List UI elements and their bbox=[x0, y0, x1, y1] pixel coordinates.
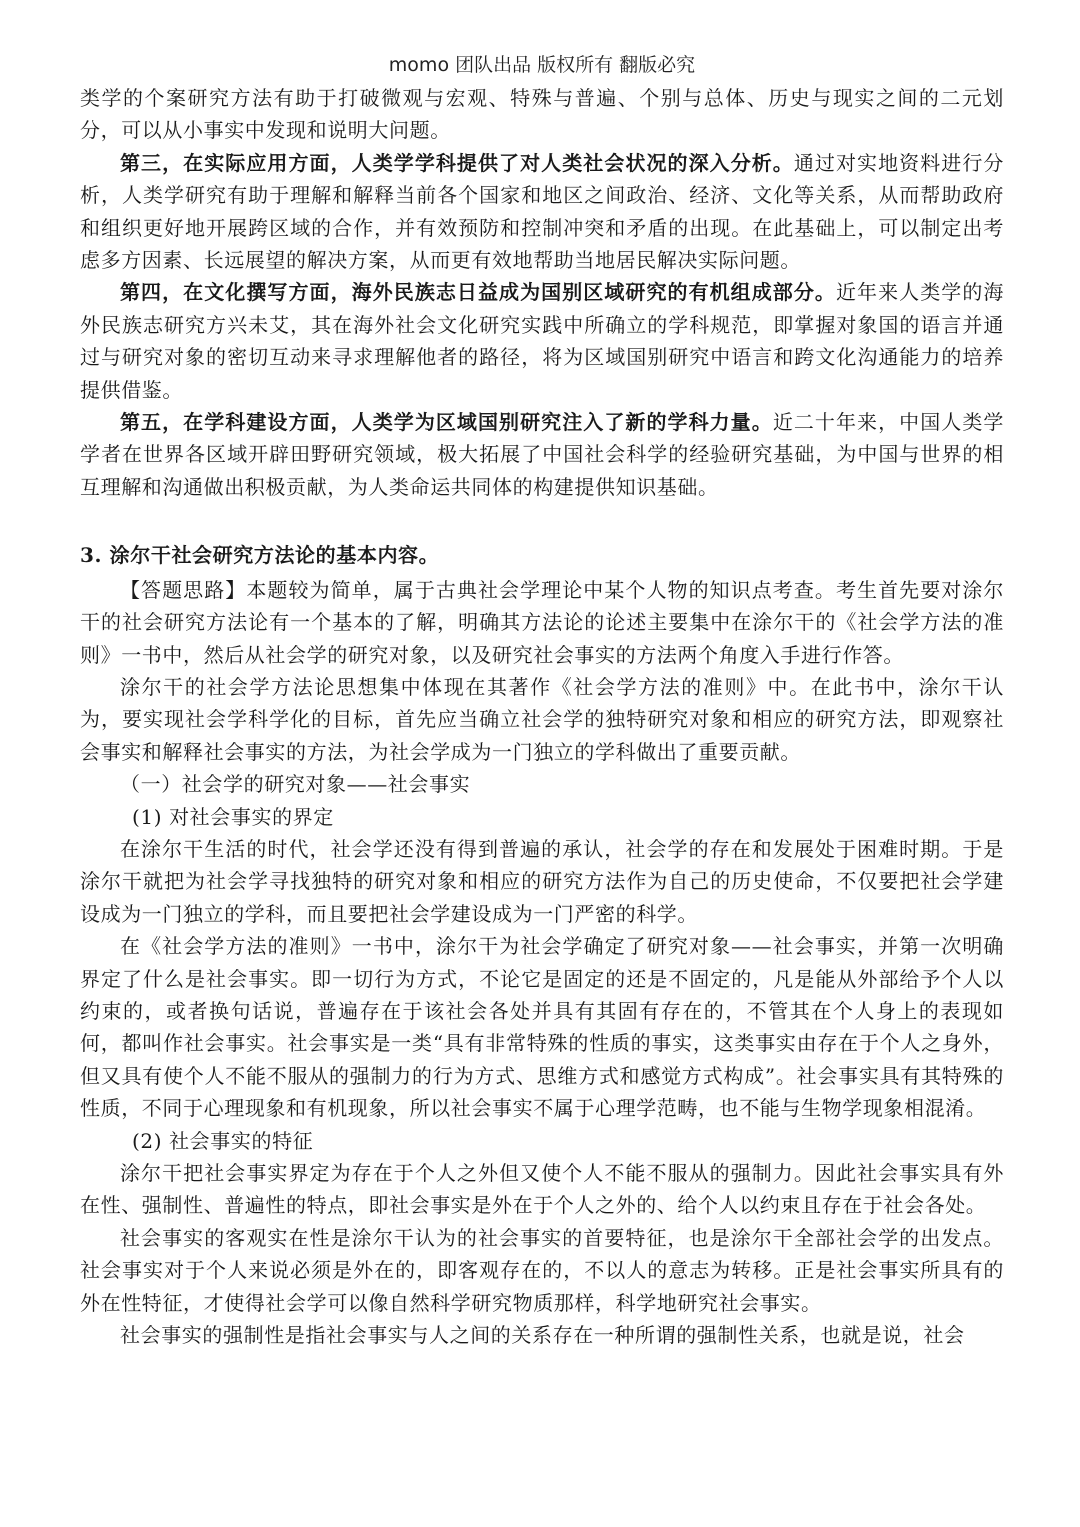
subsection-heading-definition: (1) 对社会事实的界定 bbox=[132, 804, 334, 829]
subsection-heading-features: (2) 社会事实的特征 bbox=[132, 1128, 314, 1153]
definition-paragraph-2: 在《社会学方法的准则》一书中，涂尔干为社会学确定了研究对象——社会事实，并第一次明确界定了什么是社会事实。即一切行为方式，不论它是固定的还是不固定的，凡是能从外部给予个人以约束的，或者换句话说，普遍存在于该社会各处并具有其固有存在的，不管其在个人身上的表现如何，都叫作社会事实。社会事实是一类“具有非常特殊的性质的事实，这类事实由存在于个人之身外，但又具有使个人不能不服从的强制力的行为方式、思维方式和感觉方式构成”。社会事实具有其特殊的性质，不同于心理现象和有机现象，所以社会事实不属于心理学范畴，也不能与生物学现象相混淆。 bbox=[80, 934, 1004, 1121]
paragraph-point-five bbox=[80, 406, 1004, 503]
section-heading-research-object: （一）社会学的研究对象——社会事实 bbox=[120, 772, 471, 797]
paragraph-continuation: 类学的个案研究方法有助于打破微观与宏观、特殊与普遍、个别与总体、历史与现实之间的二元划分，可以从小事实中发现和说明大问题。 bbox=[80, 86, 1004, 143]
paragraph-point-four bbox=[80, 276, 1004, 406]
point-three-lead: 第三，在实际应用方面，人类学学科提供了对人类社会状况的深入分析。 bbox=[120, 150, 794, 175]
point-five-lead: 第五，在学科建设方面，人类学为区域国别研究注入了新的学科力量。 bbox=[120, 410, 773, 435]
question-three-title: 3. 涂尔干社会研究方法论的基本内容。 bbox=[80, 543, 440, 568]
features-paragraph-2: 社会事实的客观实在性是涂尔干认为的社会事实的首要特征，也是涂尔干全部社会学的出发点。社会事实对于个人来说必须是外在的，即客观存在的，不以人的意志为转移。正是社会事实所具有的外在性特征，才使得社会学可以像自然科学研究物质那样，科学地研究社会事实。 bbox=[80, 1225, 1004, 1315]
point-three-body: 通过对实地资料进行分析，人类学研究有助于理解和解释当前各个国家和地区之间政治、经济、文化等关系，从而帮助政府和组织更好地开展跨区域的合作，并有效预防和控制冲突和矛盾的出现。在此基础上，可以制定出考虑多方因素、长远展望的解决方案，从而更有效地帮助当地居民解决实际问题。 bbox=[80, 150, 1005, 273]
page-header-watermark: momo 团队出品 版权所有 翻版必究 bbox=[388, 54, 696, 76]
features-paragraph-3: 社会事实的强制性是指社会事实与人之间的关系存在一种所谓的强制性关系，也就是说，社会 bbox=[120, 1323, 965, 1348]
features-paragraph-1: 涂尔干把社会事实界定为存在于个人之外但又使个人不能不服从的强制力。因此社会事实具有外在性、强制性、普遍性的特点，即社会事实是外在于个人之外的、给个人以约束且存在于社会各处。 bbox=[80, 1161, 1004, 1218]
answer-hint-paragraph: 【答题思路】本题较为简单，属于古典社会学理论中某个人物的知识点考查。考生首先要对涂尔干的社会研究方法论有一个基本的了解，明确其方法论的论述主要集中在涂尔干的《社会学方法的准则》一书中，然后从社会学的研究对象，以及研究社会事实的方法两个角度入手进行作答。 bbox=[80, 577, 1004, 667]
point-five-body: 近二十年来，中国人类学学者在世界各区域开辟田野研究领域，极大拓展了中国社会科学的经验研究基础，为中国与世界的相互理解和沟通做出积极贡献，为人类命运共同体的构建提供知识基础。 bbox=[80, 410, 1004, 499]
paragraph-point-three bbox=[80, 147, 1004, 277]
point-four-body: 近年来人类学的海外民族志研究方兴未艾，其在海外社会文化研究实践中所确立的学科规范，即掌握对象国的语言并通过与研究对象的密切互动来寻求理解他者的路径，将为区域国别研究中语言和跨文化沟通能力的培养提供借鉴。 bbox=[80, 280, 1004, 402]
definition-paragraph-1: 在涂尔干生活的时代，社会学还没有得到普遍的承认，社会学的存在和发展处于困难时期。于是涂尔干就把为社会学寻找独特的研究对象和相应的研究方法作为自己的历史使命，不仅要把社会学建设成为一门独立的学科，而且要把社会学建设成为一门严密的科学。 bbox=[80, 836, 1004, 926]
point-four-lead: 第四，在文化撰写方面，海外民族志日益成为国别区域研究的有机组成部分。 bbox=[120, 280, 836, 305]
intro-paragraph: 涂尔干的社会学方法论思想集中体现在其著作《社会学方法的准则》中。在此书中，涂尔干认为，要实现社会学科学化的目标，首先应当确立社会学的独特研究对象和相应的研究方法，即观察社会事实和解释社会事实的方法，为社会学成为一门独立的学科做出了重要贡献。 bbox=[80, 674, 1004, 764]
